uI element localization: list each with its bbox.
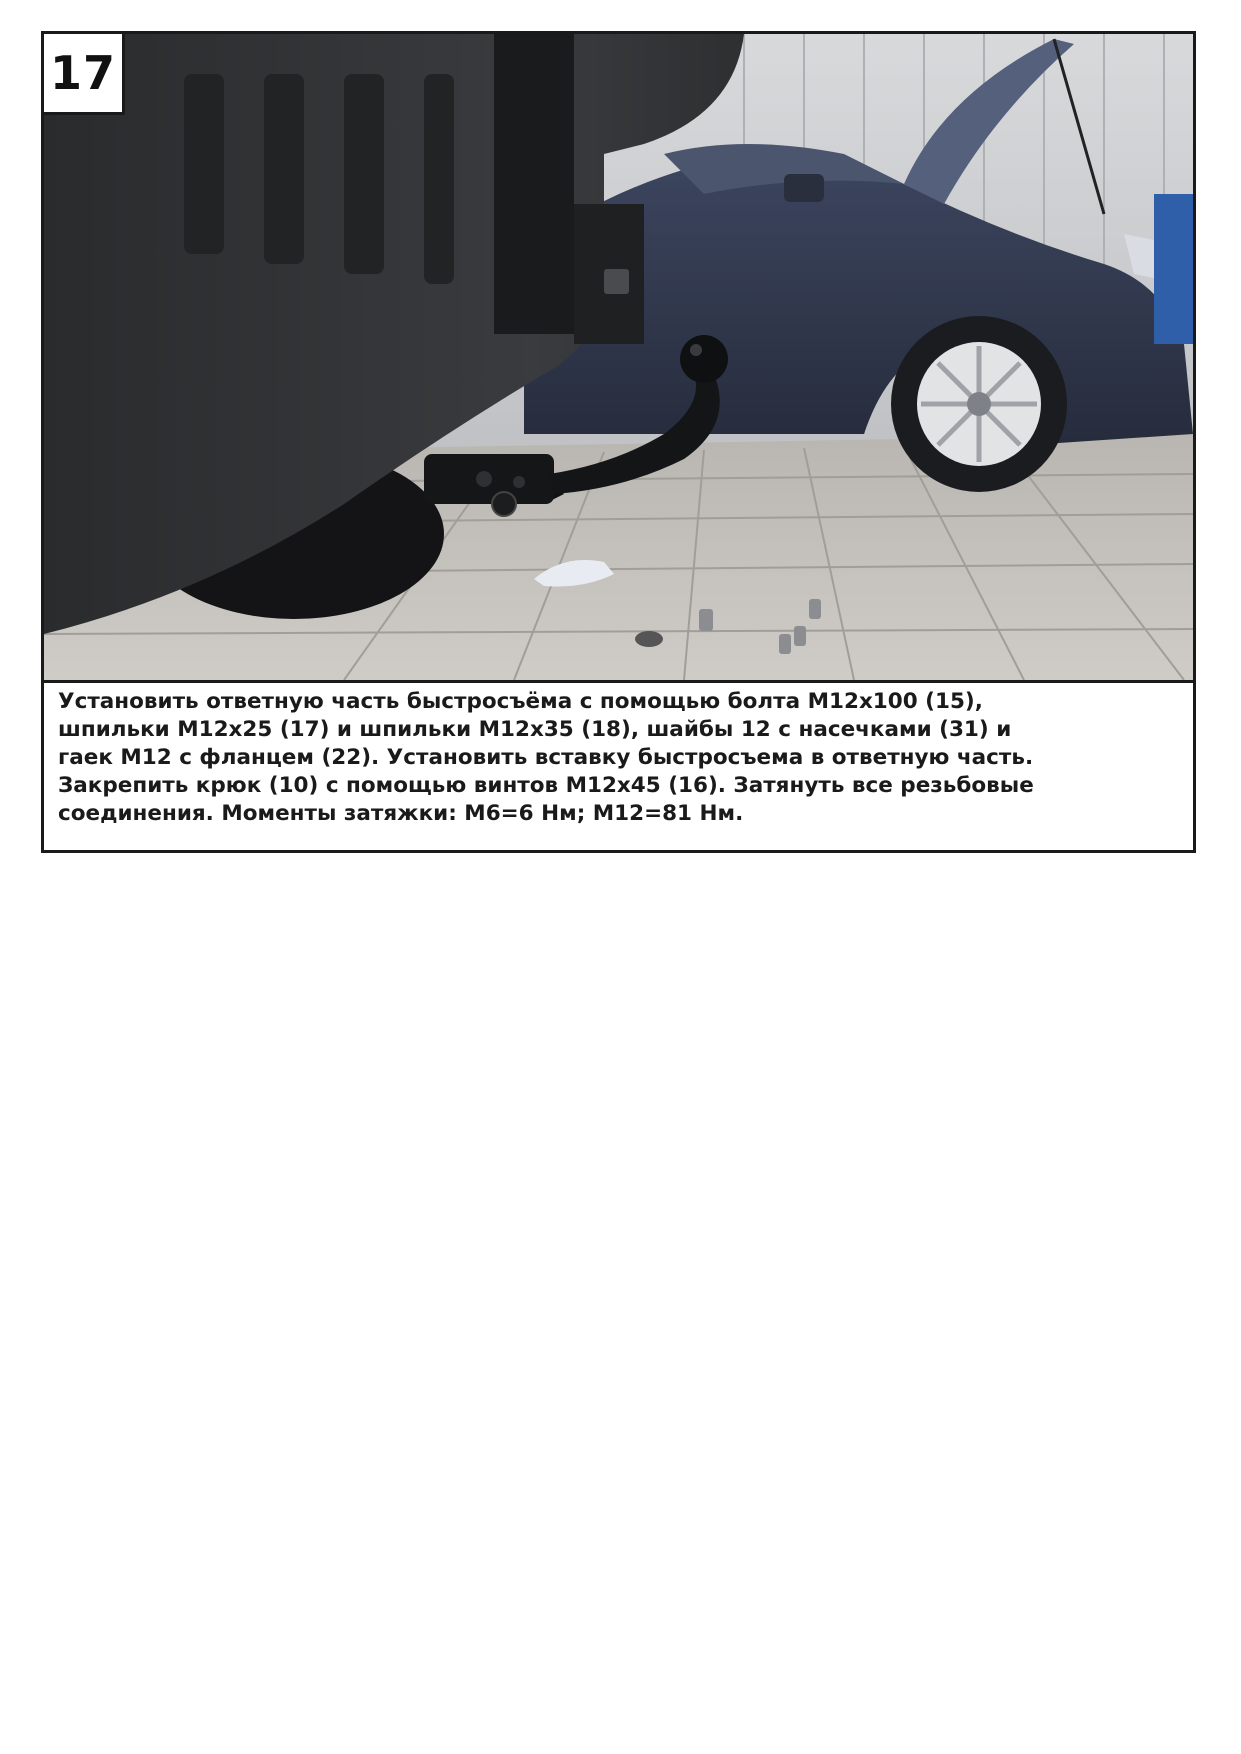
bumper-pillar [494,34,574,334]
step-instruction-text [58,688,1168,828]
instruction-line: шпильки М12х25 (17) и шпильки М12х35 (18), шайбы 12 с насечками (31) и [58,717,1012,742]
step-number: 17 [49,46,116,100]
installation-photo-illustration [44,34,1193,680]
instruction-line: соединения. Моменты затяжки: М6=6 Нм; М12=81 Нм. [58,801,744,826]
car-side-mirror [784,174,824,202]
installation-photo [44,34,1193,683]
instruction-line: Закрепить крюк (10) с помощью винтов М12х45 (16). Затянуть все резьбовые [58,773,1034,798]
instruction-line: гаек М12 с фланцем (22). Установить вставку быстросъема в ответную часть. [58,745,1034,770]
instruction-step-card [41,31,1196,853]
instruction-line: Установить ответную часть быстросъёма с помощью болта М12х100 (15), [58,689,983,714]
blue-equipment [1154,194,1193,344]
socket-icon [604,269,629,294]
step-number-badge [44,34,125,115]
hub-center [967,392,991,416]
